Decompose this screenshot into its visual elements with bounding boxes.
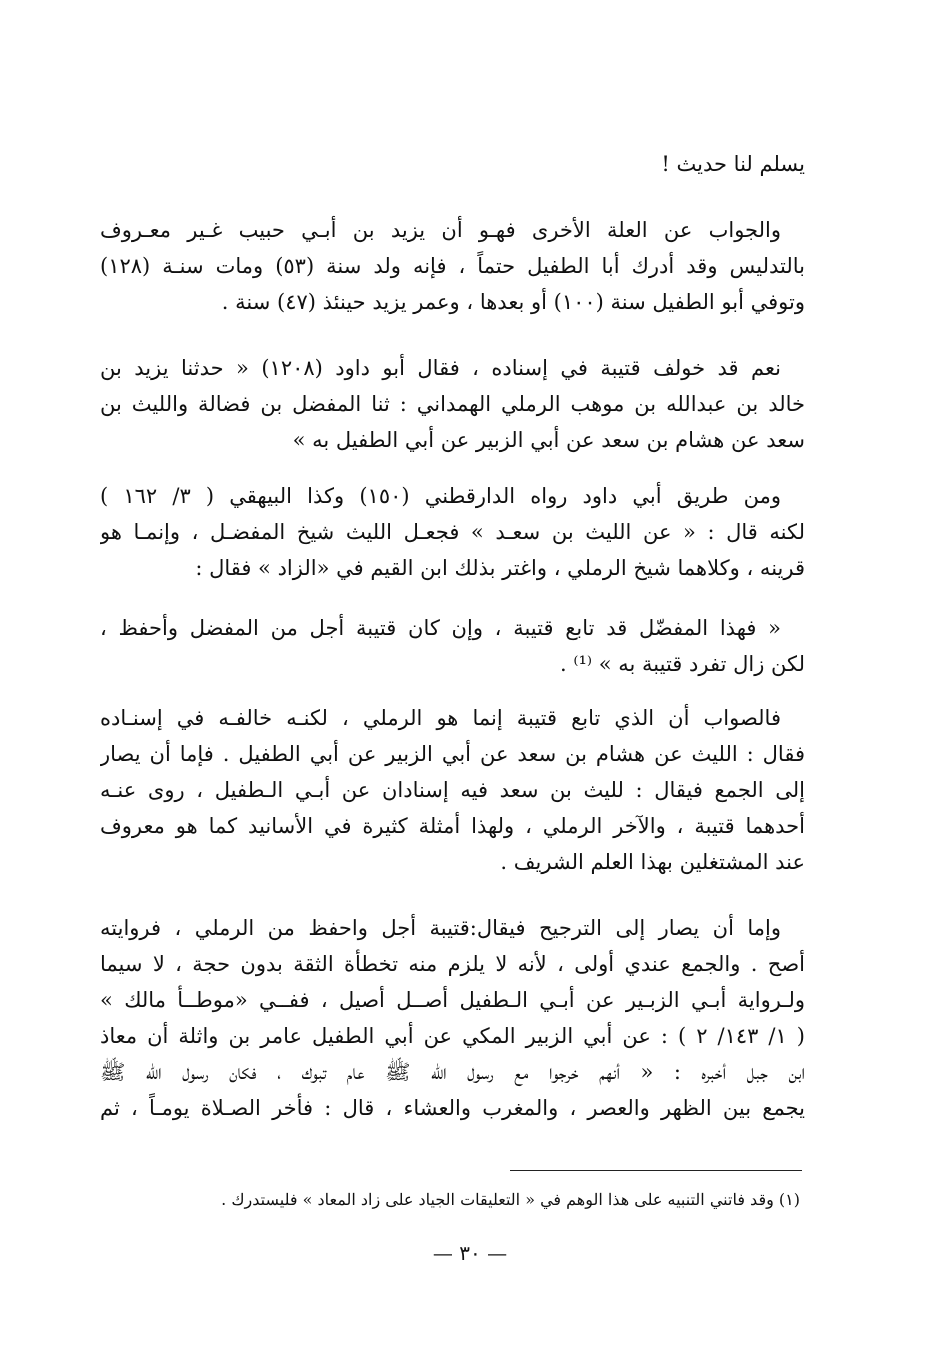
text-line: لكنه قال : « عن الليث بن سعـد » فجعـل الليث شيخ المفضـل ، وإنمـا هو	[100, 520, 805, 544]
footnote: (١) وقد فاتني التنبيه على هذا الوهم في « التعليقات الجياد على زاد المعاد » فليستدرك .	[221, 1190, 800, 1209]
paragraph-correct-view	[100, 700, 805, 880]
text-line: قرينه ، وكلاهما شيخ الرملي ، واغتر بذلك ابن القيم في «الزاد » فقال :	[195, 556, 805, 580]
text-line: عند المشتغلين بهذا العلم الشريف .	[500, 850, 805, 874]
text-line: أصح . والجمع عندي أولى ، لأنه لا يلزم منه تخطأة الثقة بدون حجة ، لا سيما	[100, 952, 805, 976]
paragraph-quotation	[100, 610, 805, 682]
text-line: فقال : الليث عن هشام بن سعد عن أبي الزبير عن أبي الطفيل . فإما أن يصار	[100, 742, 805, 766]
text-line: ( ١/ ١٤٣/ ٢ ) : عن أبي الزبير المكي عن أبي الطفيل عامر بن واثلة أن معاذ	[100, 1024, 805, 1048]
text-line: خالد بن عبدالله بن موهب الرملي الهمداني : ثنا المفضل بن فضالة والليث بن	[100, 392, 805, 416]
text-line: بالتدليس وقد أدرك أبا الطفيل حتماً ، فإنه ولد سنة (٥٣) ومات سنـة (١٢٨)	[100, 254, 805, 278]
paragraph-preference	[100, 910, 805, 1126]
text-line: يسلم لنا حديث !	[661, 152, 805, 176]
paragraph-intro	[100, 146, 805, 182]
text-line: لكن زال تفرد قتيبة به » ⁽¹⁾ .	[559, 652, 805, 676]
paragraph-daraqutni	[100, 478, 805, 586]
text-line: ابن جبل أخبره : « أنهم خرجوا مع رسول الله ﷺ عام تبوك ، فكان رسول الله ﷺ	[100, 1060, 805, 1084]
text-line: ولـرواية أبـي الزبـير عن أبـي الـطفيل أصــل أصيل ، ففــي «موطــأ مالك »	[100, 988, 805, 1012]
page-number: — ٣٠ —	[432, 1241, 508, 1265]
text-line: يجمع بين الظهر والعصر ، والمغرب والعشاء ، قال : فأخر الصـلاة يومـاً ، ثم	[100, 1096, 805, 1120]
text-line: وإما أن يصار إلى الترجيح فيقال:قتيبة أجل واحفظ من الرملي ، فروايته	[100, 916, 781, 940]
text-line: فالصواب أن الذي تابع قتيبة إنما هو الرملي ، لكنـه خالفـه في إسنـاده	[100, 706, 781, 730]
text-line: « فهذا المفضّل قد تابع قتيبة ، وإن كان قتيبة أجل من المفضل وأحفظ ،	[100, 616, 781, 640]
text-line: وتوفي أبو الطفيل سنة (١٠٠) أو بعدها ، وعمر يزيد حينئذ (٤٧) سنة .	[221, 290, 805, 314]
paragraph-abu-dawud	[100, 350, 805, 458]
paragraph-answer	[100, 212, 805, 320]
footnote-divider	[510, 1170, 802, 1171]
text-line: أحدهما قتيبة ، والآخر الرملي ، ولهذا أمثلة كثيرة في الأسانيد كما هو معروف	[100, 814, 805, 838]
text-line: إلى الجمع فيقال : لليث بن سعد فيه إسنادان عن أبـي الـطفيل ، روى عنـه	[100, 778, 805, 802]
text-line: سعد عن هشام بن سعد عن أبي الزبير عن أبي الطفيل به »	[292, 428, 805, 452]
text-line: ومن طريق أبي داود رواه الدارقطني (١٥٠) وكذا البيهقي ( ٣/ ١٦٢ )	[100, 484, 781, 508]
text-line: والجواب عن العلة الأخرى فهـو أن يزيد بن أبـي حبيب غـير معـروف	[100, 218, 781, 242]
text-line: نعم قد خولف قتيبة في إسناده ، فقال أبو داود (١٢٠٨) « حدثنا يزيد بن	[100, 356, 781, 380]
